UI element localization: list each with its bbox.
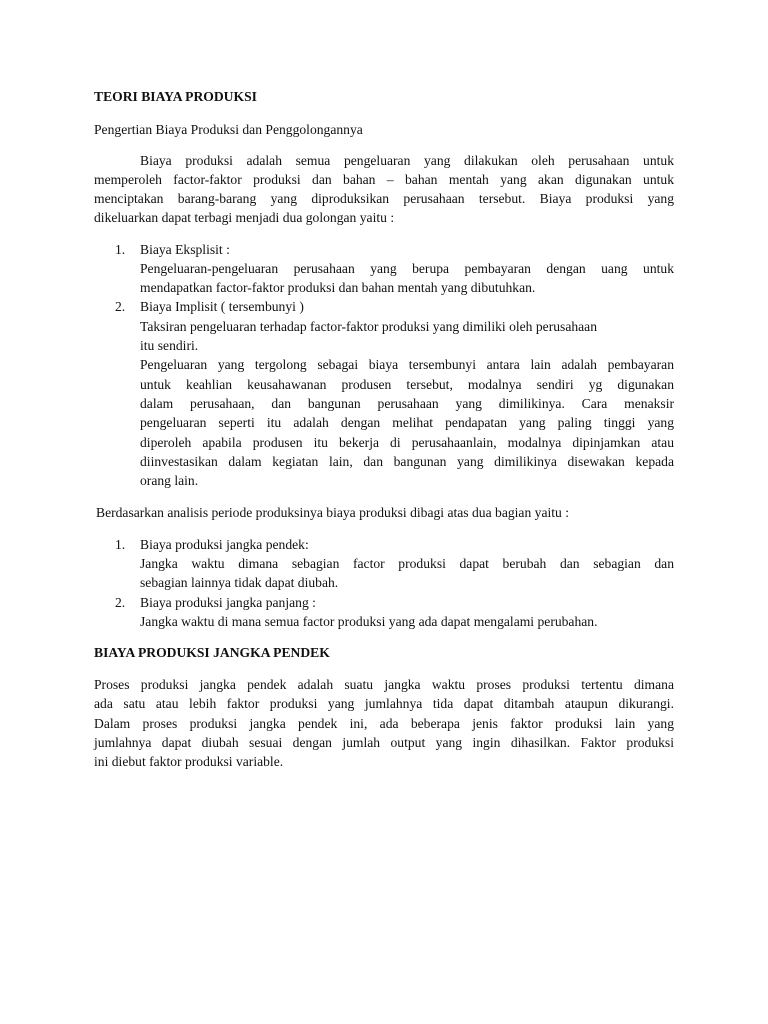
list-item-heading: Biaya produksi jangka panjang : xyxy=(140,595,316,610)
intro-line: Biaya produksi adalah semua pengeluaran yang dilakukan oleh perusahaan untuk xyxy=(140,153,674,168)
list-item-text: untuk keahlian keusahawanan produsen tersebut, modalnya sendiri yg digunakan xyxy=(140,377,674,392)
section-line: Proses produksi jangka pendek adalah suatu jangka waktu proses produksi tertentu dimana xyxy=(94,677,674,692)
list-item-text: sebagian lainnya tidak dapat diubah. xyxy=(140,575,339,590)
list-item-text: dalam perusahaan, dan bangunan perusahaan yang dimilikinya. Cara menaksir xyxy=(140,396,674,411)
list-number: 2. xyxy=(115,299,126,314)
analysis-line: Berdasarkan analisis periode produksinya biaya produksi dibagi atas dua bagian yaitu : xyxy=(96,505,570,520)
list-item-text: mendapatkan factor-faktor produksi dan bahan mentah yang dibutuhkan. xyxy=(140,280,536,295)
list-item-text: Pengeluaran yang tergolong sebagai biaya tersembunyi antara lain adalah pembayaran xyxy=(140,357,674,372)
list-item-text: Pengeluaran-pengeluaran perusahaan yang berupa pembayaran dengan uang untuk xyxy=(140,261,674,276)
list-item-heading: Biaya Eksplisit : xyxy=(140,242,230,257)
list-number: 2. xyxy=(115,595,126,610)
list-item-heading: Biaya Implisit ( tersembunyi ) xyxy=(140,299,304,314)
list-item-text: Jangka waktu dimana sebagian factor produksi dapat berubah dan sebagian dan xyxy=(140,556,674,571)
section-title: BIAYA PRODUKSI JANGKA PENDEK xyxy=(94,645,330,660)
list-item-text: diinvestasikan dalam kegiatan lain, dan bangunan yang dimilikinya disewakan kepada xyxy=(140,454,674,469)
list-item-heading: Biaya produksi jangka pendek: xyxy=(140,537,309,552)
list-item-text: pengeluaran seperti itu adalah dengan melihat pendapatan yang paling tinggi yang xyxy=(140,415,674,430)
section-line: ada satu atau lebih faktor produksi yang jumlahnya tida dapat ditambah ataupun dikurangi. xyxy=(94,696,674,711)
list-item-text: itu sendiri. xyxy=(140,338,199,353)
list-item-text: orang lain. xyxy=(140,473,199,488)
document-subtitle: Pengertian Biaya Produksi dan Penggolongannya xyxy=(94,122,363,137)
section-line: Dalam proses produksi jangka pendek ini, ada beberapa jenis faktor produksi lain yang xyxy=(94,716,674,731)
section-line: jumlahnya dapat diubah sesuai dengan jumlah output yang ingin dihasilkan. Faktor produksi xyxy=(94,735,674,750)
list-number: 1. xyxy=(115,242,126,257)
intro-line: menciptakan barang-barang yang diproduksikan perusahaan tersebut. Biaya produksi yang xyxy=(94,191,674,206)
intro-line: memperoleh factor-faktor produksi dan bahan – bahan mentah yang akan digunakan untuk xyxy=(94,172,674,187)
list-item-text: diperoleh apabila produsen itu bekerja di perusahaanlain, modalnya dipinjamkan atau xyxy=(140,435,674,450)
section-line: ini diebut faktor produksi variable. xyxy=(94,754,284,769)
document-title: TEORI BIAYA PRODUKSI xyxy=(94,89,257,104)
list-item-text: Jangka waktu di mana semua factor produksi yang ada dapat mengalami perubahan. xyxy=(140,614,598,629)
intro-line: dikeluarkan dapat terbagi menjadi dua golongan yaitu : xyxy=(94,210,395,225)
list-item-text: Taksiran pengeluaran terhadap factor-faktor produksi yang dimiliki oleh perusahaan xyxy=(140,319,598,334)
list-number: 1. xyxy=(115,537,126,552)
